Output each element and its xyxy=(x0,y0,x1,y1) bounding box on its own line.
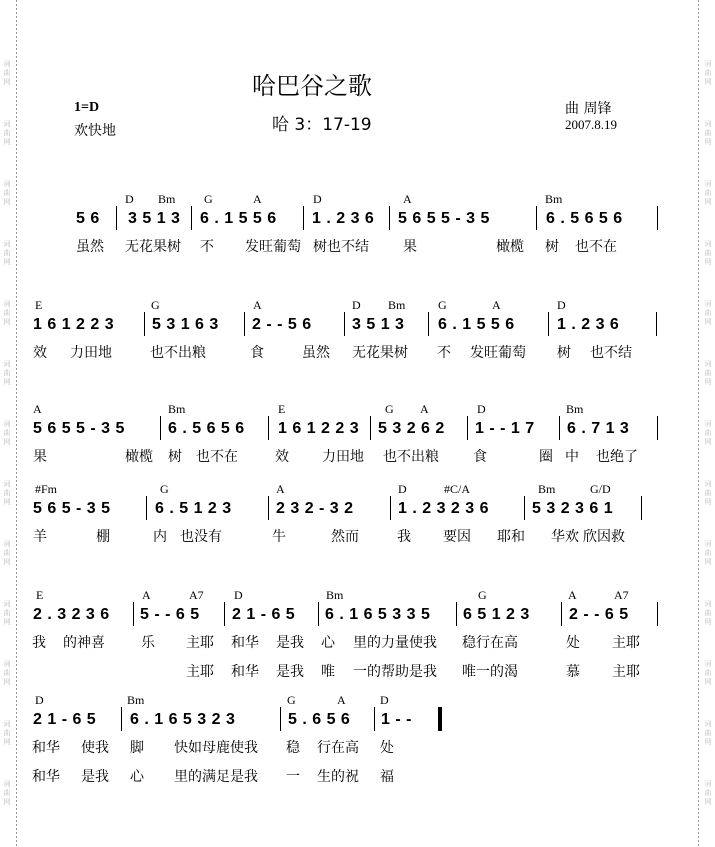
lyric-syllable: 耶和 xyxy=(497,529,525,545)
chord-symbol: G xyxy=(478,588,487,602)
measure-notes: 2 1 - 6 5 xyxy=(33,711,97,728)
chord-symbol: G xyxy=(385,402,394,416)
chord-symbol: Bm xyxy=(545,192,563,206)
lyric-syllable: 树 xyxy=(557,345,571,361)
chord-symbol: E xyxy=(35,298,43,312)
lyric-syllable: 主耶 xyxy=(612,635,640,651)
chord-symbol: Bm xyxy=(538,482,556,496)
measure-notes: 2 - - 5 6 xyxy=(252,316,312,333)
lyric-syllable: 发旺葡萄 xyxy=(245,239,301,255)
lyric-syllable-verse2: 福 xyxy=(380,769,394,785)
measure-notes: 2 3 2 - 3 2 xyxy=(276,500,354,517)
measure-notes: 5 6 xyxy=(76,210,100,227)
lyric-syllable: 主耶 xyxy=(186,635,214,651)
scripture-reference: 哈 3：17-19 xyxy=(272,115,372,135)
barline xyxy=(121,707,122,731)
lyric-syllable: 发旺葡萄 xyxy=(470,345,526,361)
watermark-text: 词 曲 网 xyxy=(3,120,11,146)
barline xyxy=(144,312,145,336)
chord-symbol: A xyxy=(420,402,429,416)
lyric-syllable: 食 xyxy=(250,345,264,361)
measure-notes: 5 6 5 - 3 5 xyxy=(33,500,111,517)
lyric-syllable: 和华 xyxy=(32,740,60,756)
lyric-syllable-verse2: 心 xyxy=(130,769,144,785)
measure-notes: 5 3 2 3 6 1 xyxy=(532,500,614,517)
barline xyxy=(389,206,390,230)
chord-symbol: G xyxy=(438,298,447,312)
barline xyxy=(370,416,371,440)
lyric-syllable: 心 xyxy=(321,635,335,651)
barline xyxy=(657,602,658,626)
measure-notes: 2 - - 6 5 xyxy=(569,606,629,623)
lyric-syllable: 处 xyxy=(380,740,394,756)
lyric-syllable: 处 xyxy=(566,635,580,651)
barline xyxy=(467,416,468,440)
lyric-syllable: 欣因救 xyxy=(583,529,625,545)
chord-symbol: Bm xyxy=(127,693,145,707)
measure-notes: 6 . 1 5 5 6 xyxy=(438,316,515,333)
lyric-syllable-verse2: 生的祝 xyxy=(317,769,359,785)
lyric-syllable: 橄榄 xyxy=(496,239,524,255)
barline xyxy=(657,416,658,440)
lyric-syllable-verse2: 一的帮助是我 xyxy=(353,664,437,680)
lyric-syllable: 树 xyxy=(168,449,182,465)
lyric-syllable: 我 xyxy=(32,635,46,651)
lyric-syllable-verse2: 慕 xyxy=(566,664,580,680)
watermark-text: 词 曲 网 xyxy=(704,180,712,206)
lyric-syllable: 然而 xyxy=(331,529,359,545)
chord-symbol: G xyxy=(287,693,296,707)
chord-symbol: D xyxy=(234,588,243,602)
barline xyxy=(656,312,657,336)
chord-symbol: G xyxy=(204,192,213,206)
barline xyxy=(374,707,375,731)
measure-notes: 1 . 2 3 6 xyxy=(557,316,620,333)
chord-symbol: A xyxy=(253,298,262,312)
measure-notes: 2 1 - 6 5 xyxy=(232,606,296,623)
barline xyxy=(268,416,269,440)
barline xyxy=(536,206,537,230)
lyric-syllable: 树 xyxy=(545,239,559,255)
watermark-text: 词 曲 网 xyxy=(3,780,11,806)
lyric-syllable: 果 xyxy=(33,449,47,465)
chord-symbol: E xyxy=(36,588,44,602)
lyric-syllable: 也不出粮 xyxy=(150,345,206,361)
chord-symbol: A7 xyxy=(614,588,629,602)
measure-notes: 6 . 1 6 5 3 3 5 xyxy=(325,606,431,623)
barline xyxy=(160,416,161,440)
chord-symbol: D xyxy=(398,482,407,496)
watermark-text: 词 曲 网 xyxy=(3,240,11,266)
lyric-syllable-verse2: 和华 xyxy=(32,769,60,785)
watermark-text: 词 曲 网 xyxy=(704,540,712,566)
lyric-syllable-verse2: 是我 xyxy=(276,664,304,680)
chord-symbol: A xyxy=(403,192,412,206)
watermark-text: 词 曲 网 xyxy=(3,360,11,386)
chord-symbol: A xyxy=(142,588,151,602)
barline xyxy=(548,312,549,336)
lyric-syllable: 树 xyxy=(313,239,327,255)
chord-symbol: A xyxy=(253,192,262,206)
measure-notes: 1 . 2 3 2 3 6 xyxy=(398,500,490,517)
watermark-text: 词 曲 网 xyxy=(704,480,712,506)
lyric-syllable: 棚 xyxy=(96,529,110,545)
watermark-text: 词 曲 网 xyxy=(3,420,11,446)
measure-notes: 5 6 5 5 - 3 5 xyxy=(33,420,125,437)
lyric-syllable: 华欢 xyxy=(551,529,579,545)
chord-symbol: #C/A xyxy=(444,482,471,496)
lyric-syllable: 不 xyxy=(437,345,451,361)
chord-symbol: D xyxy=(125,192,134,206)
lyric-syllable: 圈 xyxy=(539,449,553,465)
chord-symbol: G/D xyxy=(590,482,611,496)
lyric-syllable: 也不出粮 xyxy=(383,449,439,465)
lyric-syllable-verse2: 和华 xyxy=(231,664,259,680)
lyric-syllable: 虽然 xyxy=(302,345,330,361)
watermark-text: 词 曲 网 xyxy=(704,420,712,446)
lyric-syllable: 也不结 xyxy=(590,345,632,361)
chord-symbol: G xyxy=(151,298,160,312)
lyric-syllable: 脚 xyxy=(130,740,144,756)
barline xyxy=(146,496,147,520)
lyric-syllable: 行在高 xyxy=(317,740,359,756)
lyric-syllable: 也绝了 xyxy=(596,449,638,465)
lyric-syllable: 无花果树 xyxy=(125,239,181,255)
chord-symbol: E xyxy=(278,402,286,416)
chord-symbol: A xyxy=(337,693,346,707)
measure-notes: 6 . 1 5 5 6 xyxy=(200,210,277,227)
barline xyxy=(561,602,562,626)
measure-notes: 1 6 1 2 2 3 xyxy=(33,316,115,333)
barline xyxy=(133,602,134,626)
chord-symbol: A xyxy=(276,482,285,496)
lyric-syllable: 也没有 xyxy=(180,529,222,545)
chord-symbol: D xyxy=(313,192,322,206)
lyric-syllable: 稳 xyxy=(286,740,300,756)
measure-notes: 6 . 7 1 3 xyxy=(567,420,630,437)
lyric-syllable-verse2: 唯一的渴 xyxy=(462,664,518,680)
lyric-syllable-verse2: 唯 xyxy=(321,664,335,680)
measure-notes: 2 . 3 2 3 6 xyxy=(33,606,110,623)
chord-symbol: Bm xyxy=(168,402,186,416)
chord-symbol: D xyxy=(557,298,566,312)
lyric-syllable: 乐 xyxy=(141,635,155,651)
barline xyxy=(303,206,304,230)
chord-symbol: G xyxy=(160,482,169,496)
measure-notes: 1 . 2 3 6 xyxy=(312,210,375,227)
measure-notes: 3 5 1 3 xyxy=(352,316,405,333)
lyric-syllable: 内 xyxy=(153,529,167,545)
barline xyxy=(344,312,345,336)
lyric-syllable: 效 xyxy=(33,345,47,361)
lyric-syllable: 力田地 xyxy=(70,345,112,361)
composition-date: 2007.8.19 xyxy=(565,117,617,132)
barline xyxy=(116,206,117,230)
chord-symbol: D xyxy=(477,402,486,416)
watermark-text: 词 曲 网 xyxy=(704,720,712,746)
lyric-syllable: 也不结 xyxy=(327,239,369,255)
barline xyxy=(641,496,642,520)
measure-notes: 3 5 1 3 xyxy=(128,210,181,227)
chord-symbol: #Fm xyxy=(35,482,58,496)
lyric-syllable: 我 xyxy=(397,529,411,545)
composer-credit: 曲 周锋 xyxy=(565,101,612,117)
lyric-syllable: 里的力量使我 xyxy=(353,635,437,651)
lyric-syllable-verse2: 主耶 xyxy=(612,664,640,680)
lyric-syllable: 效 xyxy=(275,449,289,465)
barline xyxy=(428,312,429,336)
measure-notes: 1 - - 1 7 xyxy=(475,420,535,437)
tempo-marking: 欢快地 xyxy=(74,123,116,139)
lyric-syllable: 虽然 xyxy=(76,239,104,255)
barline xyxy=(657,206,658,230)
barline xyxy=(318,602,319,626)
lyric-syllable: 中 xyxy=(565,449,579,465)
barline xyxy=(191,206,192,230)
watermark-text: 词 曲 网 xyxy=(704,300,712,326)
song-title: 哈巴谷之歌 xyxy=(252,72,372,100)
measure-notes: 5 6 5 5 - 3 5 xyxy=(398,210,490,227)
lyric-syllable: 稳行在高 xyxy=(462,635,518,651)
chord-symbol: D xyxy=(380,693,389,707)
lyric-syllable: 快如母鹿使我 xyxy=(174,740,258,756)
barline xyxy=(280,707,281,731)
measure-notes: 6 . 5 6 5 6 xyxy=(168,420,245,437)
lyric-syllable: 要因 xyxy=(443,529,471,545)
watermark-text: 词 曲 网 xyxy=(704,120,712,146)
measure-notes: 5 3 2 6 2 xyxy=(378,420,445,437)
barline xyxy=(456,602,457,626)
measure-notes: 1 - - xyxy=(381,711,412,728)
watermark-text: 词 曲 网 xyxy=(3,480,11,506)
chord-symbol: A7 xyxy=(189,588,204,602)
watermark-text: 词 曲 网 xyxy=(3,300,11,326)
barline xyxy=(244,312,245,336)
lyric-syllable-verse2: 里的满足是我 xyxy=(174,769,258,785)
measure-notes: 5 . 6 5 6 xyxy=(288,711,351,728)
watermark-text: 词 曲 网 xyxy=(3,720,11,746)
watermark-text: 词 曲 网 xyxy=(704,600,712,626)
barline xyxy=(390,496,391,520)
measure-notes: 6 . 5 1 2 3 xyxy=(155,500,232,517)
lyric-syllable: 橄榄 xyxy=(125,449,153,465)
measure-notes: 6 . 1 6 5 3 2 3 xyxy=(130,711,236,728)
lyric-syllable: 无花果树 xyxy=(352,345,408,361)
lyric-syllable: 和华 xyxy=(231,635,259,651)
measure-notes: 5 - - 6 5 xyxy=(140,606,200,623)
measure-notes: 6 . 5 6 5 6 xyxy=(546,210,623,227)
watermark-text: 词 曲 网 xyxy=(3,660,11,686)
lyric-syllable: 也不在 xyxy=(575,239,617,255)
barline xyxy=(559,416,560,440)
chord-symbol: A xyxy=(492,298,501,312)
watermark-text: 词 曲 网 xyxy=(704,360,712,386)
chord-symbol: A xyxy=(33,402,42,416)
measure-notes: 1 6 1 2 2 3 xyxy=(278,420,360,437)
watermark-text: 词 曲 网 xyxy=(704,780,712,806)
lyric-syllable: 是我 xyxy=(276,635,304,651)
watermark-text: 词 曲 网 xyxy=(3,600,11,626)
lyric-syllable: 羊 xyxy=(33,529,47,545)
lyric-syllable: 不 xyxy=(200,239,214,255)
lyric-syllable-verse2: 是我 xyxy=(81,769,109,785)
chord-symbol: D xyxy=(352,298,361,312)
chord-symbol: Bm xyxy=(566,402,584,416)
lyric-syllable-verse2: 一 xyxy=(286,769,300,785)
watermark-text: 词 曲 网 xyxy=(704,60,712,86)
lyric-syllable-verse2: 主耶 xyxy=(186,664,214,680)
measure-notes: 5 3 1 6 3 xyxy=(152,316,219,333)
lyric-syllable: 使我 xyxy=(81,740,109,756)
chord-symbol: Bm xyxy=(388,298,406,312)
watermark-text: 词 曲 网 xyxy=(3,540,11,566)
lyric-syllable: 食 xyxy=(473,449,487,465)
watermark-text: 词 曲 网 xyxy=(704,660,712,686)
lyric-syllable: 果 xyxy=(403,239,417,255)
lyric-syllable: 也不在 xyxy=(196,449,238,465)
watermark-text: 词 曲 网 xyxy=(704,240,712,266)
measure-notes: 6 5 1 2 3 xyxy=(463,606,530,623)
lyric-syllable: 牛 xyxy=(272,529,286,545)
lyric-syllable: 的神喜 xyxy=(63,635,105,651)
final-barline xyxy=(438,707,442,731)
barline xyxy=(524,496,525,520)
chord-symbol: Bm xyxy=(326,588,344,602)
chord-symbol: Bm xyxy=(158,192,176,206)
watermark-text: 词 曲 网 xyxy=(3,180,11,206)
key-signature: 1=D xyxy=(74,100,100,115)
chord-symbol: A xyxy=(568,588,577,602)
barline xyxy=(224,602,225,626)
lyric-syllable: 力田地 xyxy=(322,449,364,465)
watermark-text: 词 曲 网 xyxy=(3,60,11,86)
chord-symbol: D xyxy=(35,693,44,707)
barline xyxy=(268,496,269,520)
